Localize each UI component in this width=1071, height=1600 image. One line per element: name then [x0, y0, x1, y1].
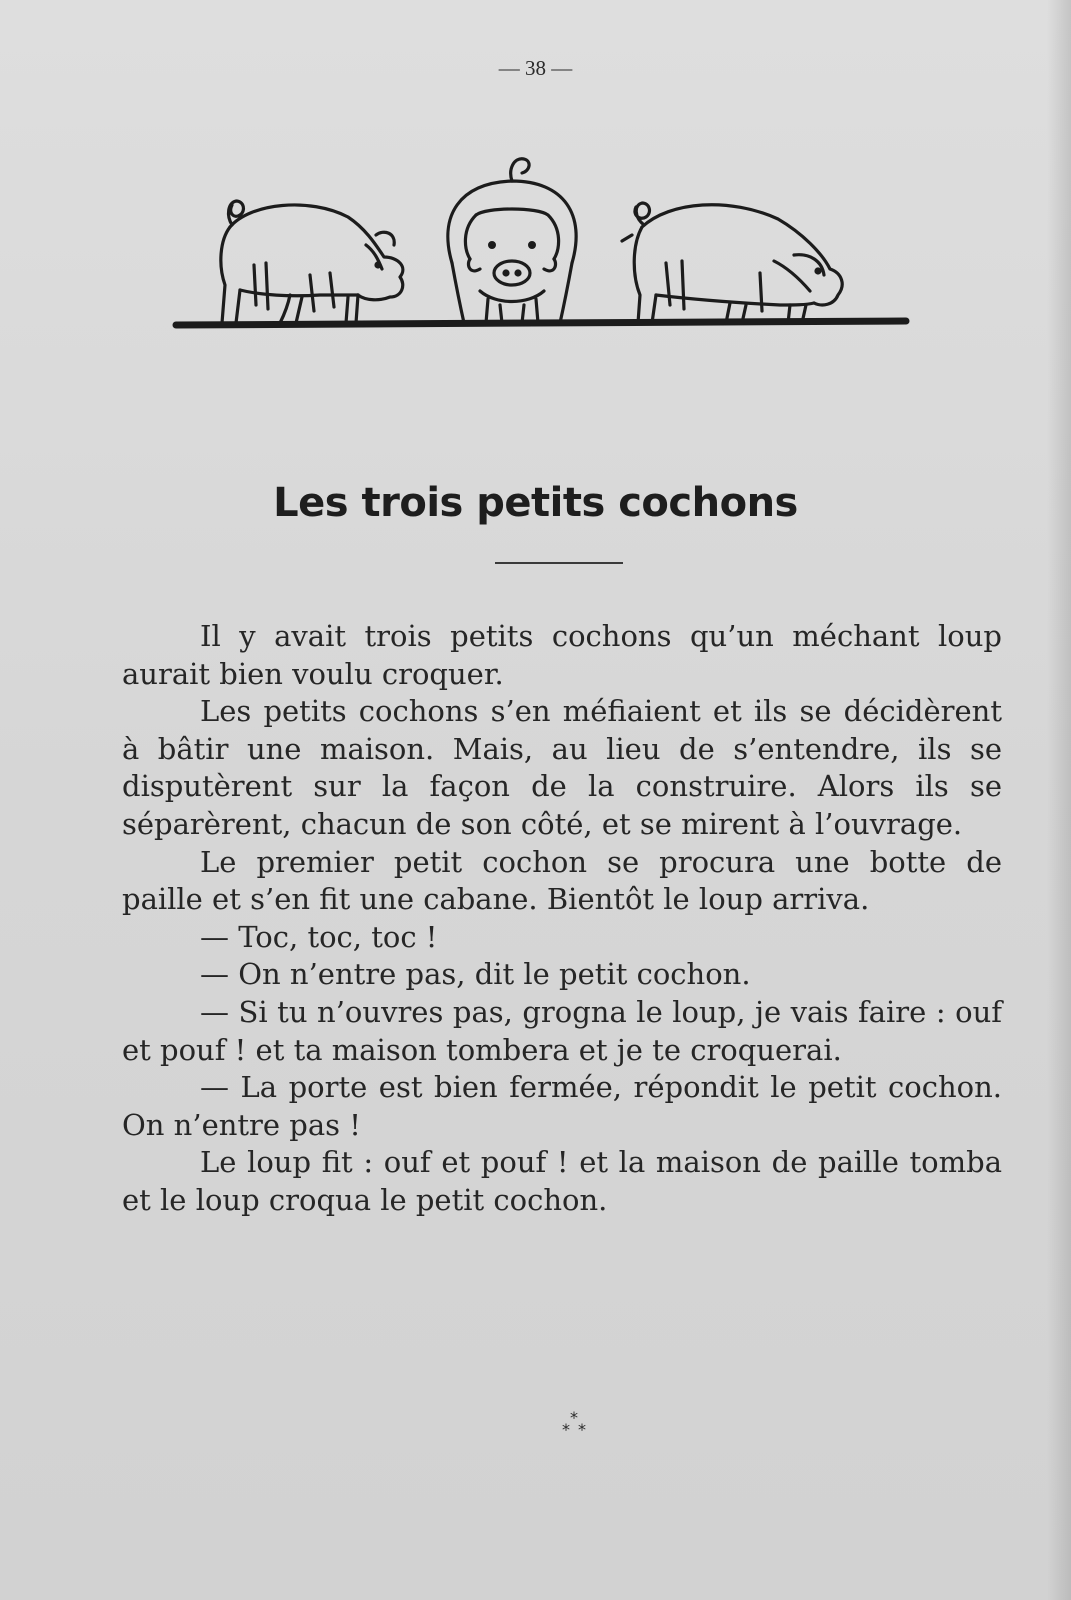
paragraph: Il y avait trois petits cochons qu’un méchant loup aurait bien voulu croquer. — [122, 619, 1002, 691]
story-text — [122, 618, 1002, 1220]
page-edge-shadow — [1047, 0, 1071, 1600]
story-title: Les trois petits cochons — [273, 480, 798, 526]
dialogue-line: — Toc, toc, toc ! — [200, 919, 438, 954]
pig-walking-icon — [221, 201, 403, 323]
paragraph: Le premier petit cochon se procura une botte de paille et s’en fit une cabane. Bientôt le loup arriva. — [122, 844, 1002, 917]
dialogue-line: — La porte est bien fermée, répondit le petit cochon. On n’entre pas ! — [122, 1070, 1002, 1142]
title-divider — [495, 562, 623, 564]
three-pigs-illustration-icon — [170, 145, 930, 345]
dialogue-line: — On n’entre pas, dit le petit cochon. — [200, 957, 751, 992]
paragraph: Les petits cochons s’en méfiaient et ils se décidèrent à bâtir une maison. Mais, au lieu de s’entendre, ils se disputèrent sur la façon de la construire. Alors ils se séparèrent, chacun de son côté, et se mirent à l’ouvrage. — [122, 694, 1002, 841]
pig-front-icon — [448, 159, 576, 323]
paragraph: Le loup fit : ouf et pouf ! et la maison de paille tomba et le loup croqua le petit cochon. — [122, 1145, 1002, 1217]
pig-rooting-icon — [622, 203, 842, 323]
asterisk-glyph: * — [578, 1420, 586, 1439]
asterisk-glyph: * — [562, 1420, 570, 1439]
asterism-ornament — [560, 1410, 600, 1450]
page-number: — 38 — — [498, 56, 573, 80]
dialogue-line: — Si tu n’ouvres pas, grogna le loup, je vais faire : ouf et pouf ! et ta maison tombera et je te croquerai. — [122, 994, 1002, 1067]
asterisk-glyph: * — [570, 1408, 578, 1427]
